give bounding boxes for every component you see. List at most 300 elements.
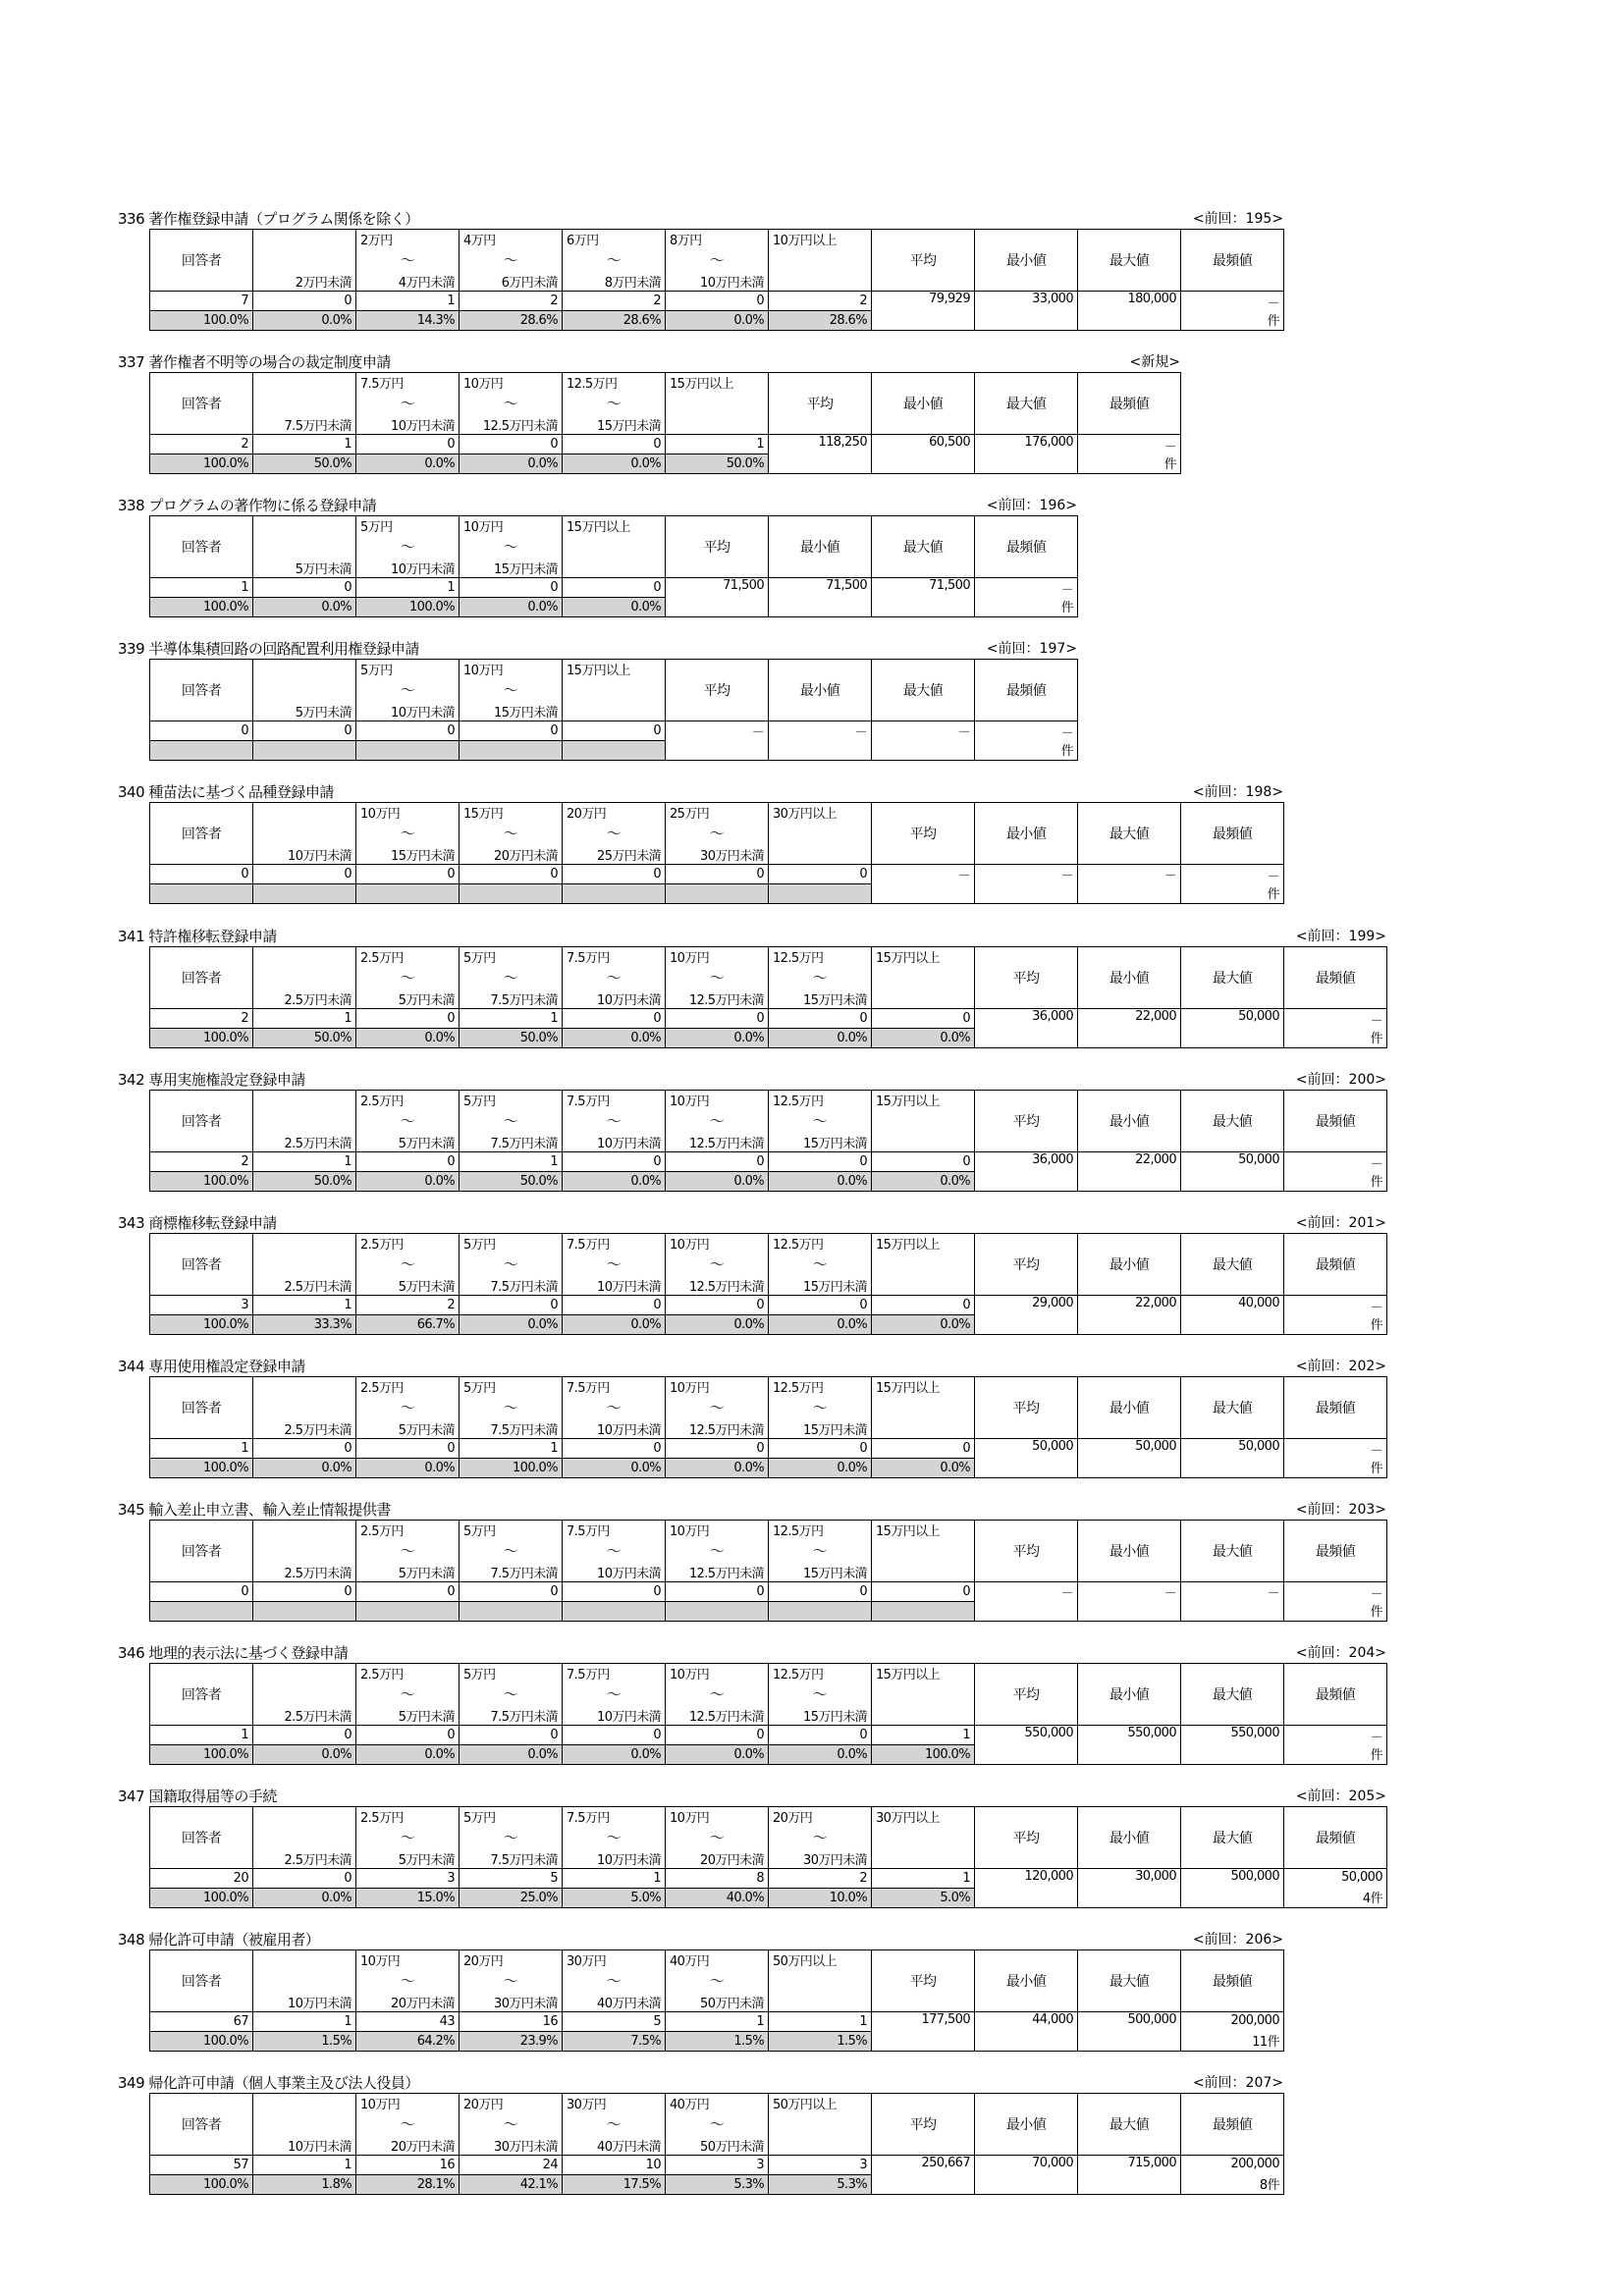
range-tilde: ～	[812, 1685, 828, 1703]
mode-value: －	[1370, 1301, 1382, 1315]
stat-header: 平均	[975, 1377, 1078, 1439]
count-cell: 0	[769, 1009, 872, 1029]
section-title-text: 専用実施権設定登録申請	[148, 1071, 305, 1089]
section-title	[118, 1929, 319, 1950]
range-header	[769, 1091, 872, 1152]
percent-cell: 0.0%	[253, 1459, 356, 1478]
range-header	[356, 947, 460, 1009]
range-lower-label: 5万円	[463, 1668, 496, 1682]
stat-header: 平均	[975, 947, 1078, 1009]
range-upper-label: 10万円未満	[597, 1280, 661, 1295]
percent-cell: 0.0%	[563, 1745, 666, 1765]
stat-value: 71,500	[769, 578, 872, 617]
mode-count: 件	[1370, 1175, 1382, 1190]
range-header	[253, 373, 356, 435]
count-cell: 0	[563, 721, 666, 741]
range-header	[460, 660, 563, 721]
percent-cell: 7.5%	[563, 2032, 666, 2052]
count-cell: 0	[666, 865, 769, 884]
respondent-percent	[150, 1602, 253, 1622]
range-lower-label: 15万円以上	[876, 1238, 940, 1253]
range-upper-label: 5万円未満	[398, 1710, 455, 1725]
range-upper-label: 5万円未満	[398, 993, 455, 1008]
range-lower-label: 30万円以上	[773, 807, 837, 822]
stat-value: 70,000	[975, 2156, 1078, 2195]
range-header	[563, 373, 666, 435]
fee-distribution-table	[149, 229, 1284, 331]
percent-cell	[563, 884, 666, 904]
range-header	[769, 947, 872, 1009]
stat-value: －	[769, 721, 872, 761]
range-header	[563, 660, 666, 721]
count-cell: 16	[460, 2012, 563, 2032]
previous-reference: <前回：199>	[1295, 929, 1386, 944]
range-upper-label: 7.5万円未満	[490, 993, 558, 1008]
range-upper-label: 10万円未満	[597, 1567, 661, 1581]
range-upper-label: 7.5万円未満	[490, 1423, 558, 1438]
range-tilde: ～	[606, 825, 622, 842]
mode-count: 件	[1370, 1318, 1382, 1333]
range-header	[563, 1807, 666, 1869]
respondent-header: 回答者	[150, 1234, 253, 1296]
stat-header: 最小値	[769, 516, 872, 578]
range-lower-label: 10万円	[360, 2098, 401, 2112]
stat-header: 平均	[975, 1664, 1078, 1726]
percent-cell: 23.9%	[460, 2032, 563, 2052]
respondent-total: 57	[150, 2156, 253, 2175]
count-cell: 2	[769, 1869, 872, 1889]
stat-header: 最大値	[1181, 947, 1284, 1009]
range-upper-label: 10万円未満	[597, 1137, 661, 1151]
header-row	[150, 1091, 1387, 1152]
fee-distribution-table	[149, 659, 1078, 761]
count-cell: 1	[253, 1152, 356, 1172]
count-cell: 0	[356, 435, 460, 454]
range-header	[872, 1807, 975, 1869]
range-header	[253, 660, 356, 721]
range-header	[460, 1950, 563, 2012]
range-upper-label: 15万円未満	[494, 562, 558, 577]
percent-cell: 0.0%	[460, 1315, 563, 1335]
section-title	[118, 351, 391, 373]
range-lower-label: 40万円	[670, 1954, 710, 1969]
range-header	[769, 1807, 872, 1869]
count-cell: 0	[666, 1152, 769, 1172]
mode-count: 件	[1370, 1605, 1382, 1620]
range-header	[356, 660, 460, 721]
mode-count: 件	[1370, 1032, 1382, 1046]
range-upper-label: 2.5万円未満	[284, 1280, 352, 1295]
previous-reference: <前回：195>	[1192, 211, 1283, 227]
range-lower-label: 5万円	[463, 1524, 496, 1539]
percent-cell: 5.0%	[872, 1889, 975, 1908]
range-tilde: ～	[606, 1255, 622, 1273]
range-upper-label: 10万円未満	[597, 1853, 661, 1868]
range-lower-label: 7.5万円	[567, 1095, 610, 1109]
section-title	[118, 1499, 391, 1521]
percent-cell: 0.0%	[666, 1315, 769, 1335]
range-header	[253, 947, 356, 1009]
mode-cell	[1284, 1296, 1387, 1335]
percent-cell	[253, 884, 356, 904]
range-header	[563, 1950, 666, 2012]
count-row	[150, 1582, 1387, 1602]
respondent-header: 回答者	[150, 947, 253, 1009]
range-lower-label: 7.5万円	[567, 951, 610, 966]
mode-cell	[1181, 865, 1284, 904]
stat-header: 最大値	[1078, 1950, 1181, 2012]
range-tilde: ～	[503, 681, 518, 699]
count-cell: 0	[563, 1296, 666, 1315]
count-row	[150, 1869, 1387, 1889]
percent-cell: 0.0%	[563, 454, 666, 474]
count-cell: 0	[253, 1439, 356, 1459]
count-row	[150, 1296, 1387, 1315]
range-header	[356, 803, 460, 865]
percent-cell: 25.0%	[460, 1889, 563, 1908]
count-cell: 0	[460, 578, 563, 598]
range-tilde: ～	[503, 2115, 518, 2133]
respondent-header: 回答者	[150, 1807, 253, 1869]
range-lower-label: 25万円	[670, 807, 710, 822]
range-header	[666, 1664, 769, 1726]
respondent-percent: 100.0%	[150, 1745, 253, 1765]
survey-section	[118, 1356, 1386, 1481]
range-tilde: ～	[400, 681, 415, 699]
range-upper-label: 12.5万円未満	[688, 1423, 764, 1438]
range-tilde: ～	[503, 1112, 518, 1130]
percent-cell	[460, 884, 563, 904]
range-header	[356, 1664, 460, 1726]
count-cell: 0	[563, 578, 666, 598]
range-upper-label: 15万円未満	[803, 993, 867, 1008]
section-title	[118, 1069, 305, 1091]
fee-distribution-table	[149, 1663, 1387, 1765]
range-upper-label: 20万円未満	[391, 1997, 455, 2011]
stat-header: 最大値	[1181, 1664, 1284, 1726]
count-cell: 5	[460, 1869, 563, 1889]
stat-value: 44,000	[975, 2012, 1078, 2052]
count-cell: 10	[563, 2156, 666, 2175]
section-number: 339	[118, 640, 145, 658]
previous-reference: <前回：202>	[1295, 1359, 1386, 1374]
range-header	[460, 1377, 563, 1439]
percent-cell: 1.5%	[666, 2032, 769, 2052]
count-cell: 24	[460, 2156, 563, 2175]
range-lower-label: 10万円	[463, 377, 504, 392]
count-cell: 5	[563, 2012, 666, 2032]
range-header	[253, 2094, 356, 2156]
range-header	[769, 1950, 872, 2012]
range-upper-label: 12.5万円未満	[482, 419, 558, 434]
percent-cell: 64.2%	[356, 2032, 460, 2052]
count-row	[150, 435, 1181, 454]
header-row	[150, 1521, 1387, 1582]
range-tilde: ～	[503, 395, 518, 412]
header-row	[150, 1950, 1284, 2012]
range-header	[563, 516, 666, 578]
stat-value: 60,500	[872, 435, 975, 474]
percent-cell: 0.0%	[666, 311, 769, 331]
previous-reference: <前回：205>	[1295, 1789, 1386, 1804]
range-upper-label: 12.5万円未満	[688, 1137, 764, 1151]
stat-header: 平均	[872, 230, 975, 292]
count-row	[150, 578, 1078, 598]
count-cell: 0	[460, 1296, 563, 1315]
stat-value: 29,000	[975, 1296, 1078, 1335]
count-cell: 0	[666, 292, 769, 311]
range-tilde: ～	[400, 251, 415, 269]
percent-cell: 50.0%	[460, 1172, 563, 1192]
stat-value: 79,929	[872, 292, 975, 331]
mode-cell	[1181, 2156, 1284, 2195]
respondent-total: 7	[150, 292, 253, 311]
count-cell: 0	[769, 1439, 872, 1459]
range-tilde: ～	[400, 1112, 415, 1130]
previous-reference: <前回：206>	[1192, 1932, 1283, 1948]
percent-cell	[563, 1602, 666, 1622]
count-cell: 0	[460, 1726, 563, 1745]
stat-header: 最大値	[1078, 2094, 1181, 2156]
stat-value: 50,000	[1078, 1439, 1181, 1478]
range-lower-label: 15万円	[463, 807, 504, 822]
count-cell: 0	[356, 1152, 460, 1172]
section-title	[118, 2072, 419, 2094]
section-title	[118, 926, 277, 947]
mode-value: －	[1370, 1444, 1382, 1459]
range-upper-label: 20万円未満	[494, 849, 558, 864]
percent-cell	[253, 1602, 356, 1622]
fee-distribution-table	[149, 1233, 1387, 1335]
range-lower-label: 15万円以上	[876, 1524, 940, 1539]
header-row	[150, 1377, 1387, 1439]
section-title	[118, 638, 419, 660]
percent-cell: 0.0%	[872, 1172, 975, 1192]
range-header	[460, 230, 563, 292]
range-lower-label: 5万円	[360, 664, 393, 678]
header-row	[150, 803, 1284, 865]
range-tilde: ～	[709, 1542, 725, 1560]
mode-value: －	[1370, 1587, 1382, 1602]
range-upper-label: 15万円未満	[803, 1280, 867, 1295]
range-header	[666, 2094, 769, 2156]
mode-cell	[1181, 292, 1284, 331]
stat-value: 550,000	[1078, 1726, 1181, 1765]
count-cell: 0	[253, 1582, 356, 1602]
range-upper-label: 30万円未満	[494, 2140, 558, 2155]
range-lower-label: 2万円	[360, 234, 393, 248]
stat-header: 最大値	[1181, 1091, 1284, 1152]
stat-header: 平均	[666, 516, 769, 578]
survey-section	[118, 638, 1077, 764]
range-upper-label: 5万円未満	[398, 1280, 455, 1295]
range-lower-label: 5万円	[463, 1238, 496, 1253]
count-cell: 0	[253, 292, 356, 311]
mode-value: －	[1163, 440, 1176, 454]
percent-cell: 50.0%	[666, 454, 769, 474]
percent-cell: 0.0%	[460, 454, 563, 474]
percent-cell: 0.0%	[769, 1029, 872, 1048]
section-title	[118, 495, 376, 516]
range-header	[460, 947, 563, 1009]
range-lower-label: 10万円	[670, 1095, 710, 1109]
respondent-percent: 100.0%	[150, 2032, 253, 2052]
stat-value: 715,000	[1078, 2156, 1181, 2195]
range-lower-label: 2.5万円	[360, 1811, 404, 1826]
header-row	[150, 373, 1181, 435]
range-tilde: ～	[812, 1112, 828, 1130]
range-upper-label: 12.5万円未満	[688, 1280, 764, 1295]
range-header	[666, 1950, 769, 2012]
count-cell: 0	[253, 721, 356, 741]
stat-header: 最大値	[975, 373, 1078, 435]
percent-cell: 28.6%	[769, 311, 872, 331]
stat-value: 176,000	[975, 435, 1078, 474]
count-cell: 0	[460, 865, 563, 884]
count-cell: 1	[769, 2012, 872, 2032]
count-cell: 1	[253, 435, 356, 454]
count-cell: 0	[563, 435, 666, 454]
range-lower-label: 12.5万円	[773, 951, 824, 966]
range-upper-label: 6万円未満	[501, 276, 558, 291]
range-lower-label: 5万円	[463, 1381, 496, 1396]
range-tilde: ～	[503, 251, 518, 269]
header-row	[150, 516, 1078, 578]
respondent-percent: 100.0%	[150, 1172, 253, 1192]
survey-section	[118, 1212, 1386, 1338]
range-upper-label: 15万円未満	[803, 1567, 867, 1581]
respondent-header: 回答者	[150, 1664, 253, 1726]
range-header	[563, 803, 666, 865]
count-cell: 1	[563, 1869, 666, 1889]
percent-cell: 0.0%	[253, 1889, 356, 1908]
range-lower-label: 2.5万円	[360, 1238, 404, 1253]
count-row	[150, 865, 1284, 884]
range-header	[666, 1377, 769, 1439]
respondent-total: 2	[150, 435, 253, 454]
count-cell: 1	[460, 1152, 563, 1172]
range-header	[460, 1807, 563, 1869]
section-number: 342	[118, 1071, 145, 1089]
range-upper-label: 15万円未満	[391, 849, 455, 864]
range-header	[356, 230, 460, 292]
stat-value: 500,000	[1181, 1869, 1284, 1908]
count-cell: 0	[563, 1152, 666, 1172]
fee-distribution-table	[149, 372, 1181, 474]
range-upper-label: 10万円未満	[288, 1997, 352, 2011]
percent-cell: 1.5%	[253, 2032, 356, 2052]
stat-value: 118,250	[769, 435, 872, 474]
range-header	[356, 1807, 460, 1869]
range-lower-label: 15万円以上	[567, 520, 630, 535]
section-number: 337	[118, 353, 145, 371]
percent-cell: 0.0%	[666, 1745, 769, 1765]
mode-count: 件	[1267, 887, 1279, 902]
count-cell: 0	[769, 865, 872, 884]
count-row	[150, 1152, 1387, 1172]
range-lower-label: 10万円	[670, 1524, 710, 1539]
stat-value: －	[1078, 865, 1181, 904]
range-lower-label: 10万円	[670, 1668, 710, 1682]
range-upper-label: 4万円未満	[398, 276, 455, 291]
fee-distribution-table	[149, 1520, 1387, 1622]
count-cell: 2	[460, 292, 563, 311]
count-row	[150, 2012, 1284, 2032]
stat-header: 平均	[975, 1091, 1078, 1152]
range-upper-label: 10万円未満	[288, 2140, 352, 2155]
range-lower-label: 40万円	[670, 2098, 710, 2112]
count-cell: 0	[356, 1726, 460, 1745]
header-row	[150, 2094, 1284, 2156]
stat-value: 40,000	[1181, 1296, 1284, 1335]
respondent-percent: 100.0%	[150, 2175, 253, 2195]
range-tilde: ～	[400, 825, 415, 842]
range-lower-label: 12.5万円	[773, 1668, 824, 1682]
mode-value: －	[1370, 1731, 1382, 1745]
section-title-text: 帰化許可申請（個人事業主及び法人役員）	[148, 2074, 419, 2092]
range-tilde: ～	[503, 1399, 518, 1416]
section-title-text: 地理的表示法に基づく登録申請	[148, 1644, 349, 1662]
range-header	[769, 803, 872, 865]
header-row	[150, 230, 1284, 292]
stat-header: 最大値	[1181, 1521, 1284, 1582]
count-cell: 0	[872, 1582, 975, 1602]
range-tilde: ～	[709, 825, 725, 842]
range-upper-label: 10万円未満	[597, 993, 661, 1008]
range-upper-label: 10万円未満	[288, 849, 352, 864]
mode-cell	[1181, 2012, 1284, 2052]
range-upper-label: 10万円未満	[391, 419, 455, 434]
stat-header: 最小値	[769, 660, 872, 721]
range-header	[460, 1234, 563, 1296]
range-header	[253, 230, 356, 292]
respondent-percent: 100.0%	[150, 311, 253, 331]
range-tilde: ～	[503, 1255, 518, 1273]
range-upper-label: 10万円未満	[391, 562, 455, 577]
range-lower-label: 15万円以上	[876, 1381, 940, 1396]
percent-cell: 14.3%	[356, 311, 460, 331]
percent-cell: 5.3%	[769, 2175, 872, 2195]
count-cell: 0	[872, 1152, 975, 1172]
range-upper-label: 10万円未満	[700, 276, 764, 291]
range-lower-label: 4万円	[463, 234, 496, 248]
range-lower-label: 30万円	[567, 2098, 607, 2112]
stat-header: 平均	[975, 1521, 1078, 1582]
stat-header: 平均	[872, 803, 975, 865]
range-header	[356, 1234, 460, 1296]
section-title-text: 半導体集積回路の回路配置利用権登録申請	[148, 640, 419, 658]
percent-cell: 1.8%	[253, 2175, 356, 2195]
respondent-total: 2	[150, 1152, 253, 1172]
count-cell: 1	[460, 1439, 563, 1459]
count-cell: 0	[666, 1726, 769, 1745]
count-cell: 0	[356, 1582, 460, 1602]
range-header	[872, 1377, 975, 1439]
range-upper-label: 2.5万円未満	[284, 1567, 352, 1581]
range-lower-label: 15万円以上	[876, 951, 940, 966]
count-cell: 3	[666, 2156, 769, 2175]
section-number: 349	[118, 2074, 145, 2092]
section-number: 338	[118, 497, 145, 514]
fee-distribution-table	[149, 515, 1078, 617]
percent-cell: 28.1%	[356, 2175, 460, 2195]
stat-header: 平均	[872, 2094, 975, 2156]
stat-value: －	[666, 721, 769, 761]
count-row	[150, 1009, 1387, 1029]
percent-cell: 0.0%	[356, 454, 460, 474]
percent-cell: 40.0%	[666, 1889, 769, 1908]
stat-value: 22,000	[1078, 1009, 1181, 1048]
